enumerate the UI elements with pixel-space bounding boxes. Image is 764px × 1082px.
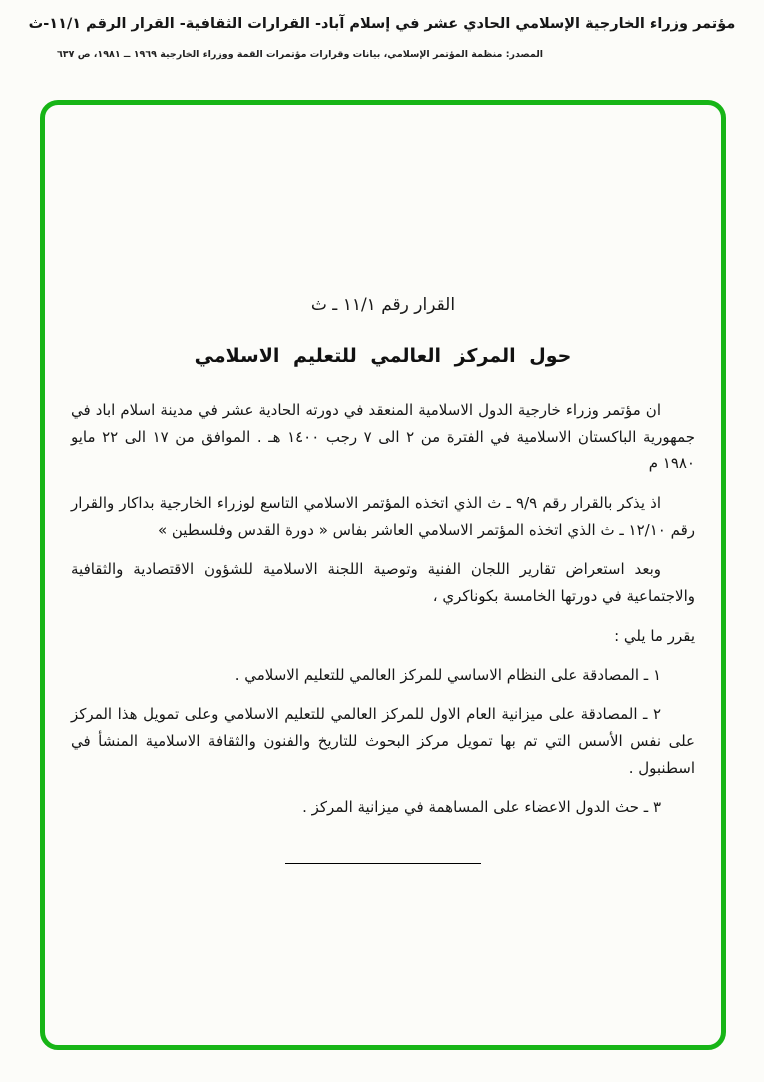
document-source-line: المصدر: منظمة المؤتمر الإسلامي، بيانات وقرارات مؤتمرات القمة ووزراء الخارجية ١٩٦٩ ــ ١٩٨١، ص ٦٣٧ — [57, 49, 544, 60]
decision-item-3: ٣ ـ حث الدول الاعضاء على المساهمة في ميزانية المركز . — [302, 798, 661, 817]
document-header-title: مؤتمر وزراء الخارجية الإسلامي الحادي عشر في إسلام آباد- القرارات الثقافية- القرار الرقم ١١/١-ث — [28, 16, 736, 32]
resolution-body — [45, 105, 721, 1045]
preamble-paragraph-2: اذ يذكر بالقرار رقم ٩/٩ ـ ث الذي اتخذه المؤتمر الاسلامي التاسع لوزراء الخارجية بداكار والقرار رقم ١٢/١٠ ـ ث الذي اتخذه المؤتمر الاسلامي العاشر بفاس « دورة القدس وفلسطين » — [71, 494, 695, 539]
resolution-number: القرار رقم ١١/١ ـ ث — [310, 295, 456, 315]
closing-rule — [285, 863, 481, 864]
decision-item-1: ١ ـ المصادقة على النظام الاساسي للمركز العالمي للتعليم الاسلامي . — [234, 665, 661, 684]
preamble-paragraph-1: ان مؤتمر وزراء خارجية الدول الاسلامية المنعقد في دورته الحادية عشر في مدينة اسلام اباد في جمهورية الباكستان الاسلامية في الفترة من ٢ الى ٧ رجب ١٤٠٠ هـ . الموافق من ١٧ الى ٢٢ مايو ١٩٨٠ م — [71, 401, 696, 473]
green-border-frame — [40, 100, 726, 1050]
preamble-paragraph-3: وبعد استعراض تقارير اللجان الفنية وتوصية اللجنة الاسلامية للشؤون الاقتصادية والثقافية والاجتماعية في دورتها الخامسة بكوناكري ، — [71, 560, 695, 606]
decision-intro: يقرر ما يلي : — [614, 626, 695, 645]
resolution-title: حول المركز العالمي للتعليم الاسلامي — [194, 345, 572, 367]
decision-item-2: ٢ ـ المصادقة على ميزانية العام الاول للمركز العالمي للتعليم الاسلامي وعلى تمويل هذا المركز على نفس الأسس التي تم بها تمويل مركز البحوث للتاريخ والفنون والثقافة الاسلامية المنشأ في اسطنبول . — [71, 705, 695, 777]
